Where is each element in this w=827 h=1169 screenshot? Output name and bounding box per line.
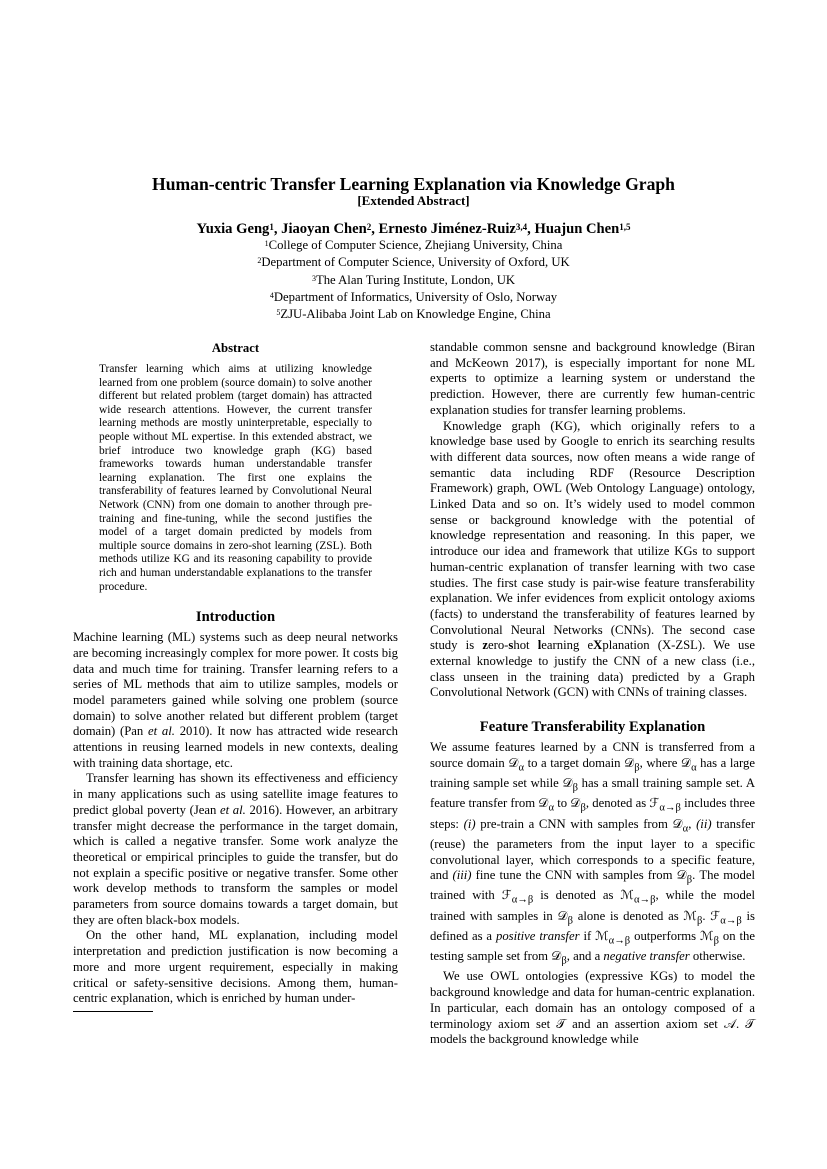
right-column: [430, 340, 755, 1048]
author-name: Huajun Chen: [534, 221, 620, 237]
affiliation-list: [0, 237, 827, 323]
intro-paragraph-1: [73, 630, 398, 771]
text-run: hot: [513, 638, 538, 653]
author-separator: ,: [371, 221, 379, 237]
left-column: [73, 340, 398, 1012]
affiliation-text: The Alan Turing Institute, London, UK: [315, 272, 516, 287]
text-run-bold: s: [508, 638, 514, 653]
affiliation-mark: 5: [276, 308, 281, 318]
intro-paragraph-3-continued: standable common sensne and background knowledge (Biran and McKeown 2017), is especially important for none ML experts to optimize a learning system or understand the prediction. However, there are currently few human-centric explanation studies for transfer learning problems.: [430, 340, 755, 417]
text-run-bold: l: [537, 638, 542, 653]
abstract-text: Transfer learning which aims at utilizing knowledge learned from one problem (source domain) to solve another different but related problem (target domain) has attracted wide research attentions. However, the current transfer learning methods are mostly uninterpretable, especially to people without ML expertise. In this extended abstract, we brief introduce two knowledge graph (KG) based frameworks towards human understandable transfer learning explanation. The first one explains the transferability of features learned by Convolutional Neural Network (CNN) from one domain to another through pre-training and fine-tuning, while the second justifies the model of a target domain predicted by models from multiple source domains in zero-shot learning (ZSL). Both methods utilize KG and its reasoning capability to provide rich and human understandable explanations to the transfer procedure.: [99, 363, 372, 593]
text-run: ero-: [487, 638, 509, 653]
footnote-rule: [73, 1011, 153, 1012]
author-name: Yuxia Geng: [196, 221, 270, 237]
affiliation-text: Department of Computer Science, University of Oxford, UK: [261, 255, 570, 270]
affiliation-text: Department of Informatics, University of Oslo, Norway: [273, 289, 558, 304]
paper-title: Human-centric Transfer Learning Explanation via Knowledge Graph: [152, 174, 675, 194]
feature-paragraph-1: We assume features learned by a CNN is transferred from a source domain 𝒟$_\alpha$ to a target domain 𝒟$_\beta$, where 𝒟$_\alpha$ has a large training sample set while 𝒟$_\beta$ has a small training sample set. A feature transfer from 𝒟$_\alpha$ to 𝒟$_\beta$, denoted as ℱ$_{\alpha\to\beta}$ includes three steps: (i) pre-train a CNN with samples from 𝒟$_\alpha$, (ii) transfer (reuse) the parameters from the input layer to a specific convolutional layer, which corresponds to a specific feature, and (iii) fine tune the CNN with samples from 𝒟$_\beta$. The model trained with ℱ$_{\alpha\to\beta}$ is denoted as ℳ$_{\alpha\to\beta}$, while the model trained with samples in 𝒟$_\beta$ alone is denoted as ℳ$_\beta$. ℱ$_{\alpha\to\beta}$ is defined as a positive transfer if ℳ$_{\alpha\to\beta}$ outperforms ℳ$_\beta$ on the testing sample set from 𝒟$_\beta$, and a negative transfer otherwise.: [430, 740, 756, 967]
text-run-italic: et al.: [148, 724, 175, 739]
affiliation-mark: 1: [264, 239, 269, 248]
text-run: 2010). It now has attracted wide research attentions in reusing learned models in new contexts, dealing with training data shortage, etc.: [73, 724, 398, 770]
affiliation-mark: 2: [257, 256, 262, 266]
author-separator: ,: [273, 221, 282, 237]
abstract-heading: Abstract: [211, 341, 260, 355]
affiliation: [0, 289, 827, 306]
text-run: Knowledge graph (KG), which originally refers to a knowledge base used by Google to enrich its searching results with different data sources, now often means a wide range of semantic data including RDF (Resource Description Framework) graph, OWL (Web Ontology Language) ontology, Linked Data and so on. It’s widely used to model common sense or background knowledge with the potential of knowledge representation and reasoning. In this paper, we introduce our idea and framework that utilize KGs to support human-centric explanation of transfer learning with two case studies. The first case study is pair-wise feature transferability explanation. We infer evidences from explicit ontology axioms (facts) to understand the transferability of features learned by Convolutional Neural Networks (CNNs). The second case study is: [430, 418, 755, 653]
affiliation: [0, 237, 827, 254]
author-affil-mark: 3,4: [515, 222, 528, 232]
text-run-italic: et al.: [220, 802, 246, 817]
text-run: Transfer learning has shown its effectiveness and efficiency in many applications such as using satellite image features to predict global poverty (Jean: [73, 771, 398, 817]
affiliation-text: College of Computer Science, Zhejiang University, China: [268, 238, 563, 252]
author-name: Jiaoyan Chen: [281, 221, 367, 237]
author-affil-mark: 2: [366, 222, 372, 232]
author-affil-mark: 1,5: [619, 222, 631, 232]
intro-paragraph-3: On the other hand, ML explanation, including model interpretation and prediction justification is now becoming a more and more urgent requirement, especially in making critical or safety-sensitive decisions. Among them, human-centric explanation, which is enriched by human under-: [73, 928, 398, 1006]
feature-section-heading: Feature Transferability Explanation: [479, 719, 706, 736]
affiliation: [0, 306, 827, 323]
author-affil-mark: 1: [269, 222, 274, 232]
text-run-bold: z: [482, 638, 488, 653]
text-run: 2016). However, an arbitrary transfer might decrease the performance in the target domain, which is called a negative transfer. Some work analyze the theoretical or empirical principles to guide the transfer, but do not explain a specific positive or negative transfer. Some other work develop methods to transform the samples or model parameters from source domains towards a target domain, but they are often black-box models.: [73, 802, 398, 927]
text-run: Machine learning (ML) systems such as deep neural networks are becoming increasingly complex for more power. It costs big data and much time for training. Transfer learning refers to a series of ML methods that aim to utilize samples, models or model parameters gained while solving one problem (source domain) to solve another related but different problem (target domain) (Pan: [73, 630, 398, 739]
text-run: earning e: [541, 638, 594, 653]
feature-paragraph-2: We use OWL ontologies (expressive KGs) to model the background knowledge and data for human-centric explanation. In particular, each domain has an ontology composed of a terminology axiom set 𝒯 and an assertion axiom set 𝒜. 𝒯 models the background knowledge while: [430, 969, 756, 1047]
author-separator: ,: [527, 221, 535, 237]
affiliation: [0, 272, 827, 289]
intro-paragraph-4: [430, 419, 755, 702]
affiliation-text: ZJU-Alibaba Joint Lab on Knowledge Engine, China: [280, 307, 551, 322]
text-run-bold: X: [593, 638, 603, 653]
author-name: Ernesto Jiménez-Ruiz: [378, 221, 516, 237]
intro-paragraph-2: [73, 771, 398, 928]
affiliation-mark: 3: [311, 273, 316, 283]
author-list: [0, 219, 827, 239]
affiliation-mark: 4: [269, 290, 274, 300]
text-run: planation (X-ZSL). We use external knowledge to justify the CNN of a new class (i.e., class unseen in the training data) predicted by a Graph Convolutional Network (GCN) with CNNs of training classes.: [430, 638, 755, 700]
affiliation: [0, 254, 827, 271]
introduction-heading: Introduction: [195, 609, 276, 626]
paper-subtitle: [Extended Abstract]: [357, 193, 470, 208]
